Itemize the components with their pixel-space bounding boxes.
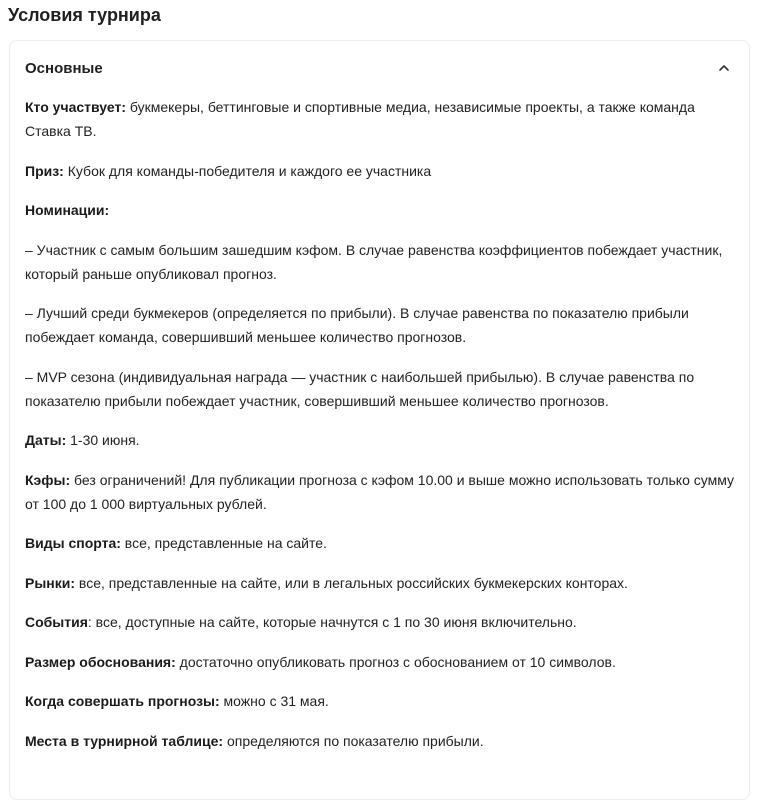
rule-label: Когда совершать прогнозы: (25, 693, 220, 709)
rule-text: – MVP сезона (индивидуальная награда — участник с наибольшей прибылью). В случае равенства по показателю прибыли побеждает участник, совершивший меньшее количество прогнозов. (25, 368, 695, 409)
rule-events (25, 610, 737, 634)
rule-standings (25, 729, 737, 753)
rule-when (25, 689, 737, 713)
accordion-content (25, 95, 737, 768)
rule-label: Даты: (25, 432, 67, 448)
rule-label: События (25, 614, 88, 630)
page-title: Условия турнира (8, 5, 161, 25)
rule-label: Виды спорта: (25, 535, 121, 551)
rule-dates (25, 428, 737, 452)
rule-text: все, представленные на сайте, или в легальных российских букмекерских конторах. (75, 574, 628, 591)
nomination-biggest-odds (25, 238, 737, 286)
rule-label: Кто участвует: (25, 99, 126, 115)
rule-text: – Участник с самым большим зашедшим кэфом. В случае равенства коэффициентов побеждает участник, который раньше опубликовал прогноз. (25, 241, 723, 282)
rule-text: – Лучший среди букмекеров (определяется по прибыли). В случае равенства по показателю прибыли побеждает команда, совершивший меньшее количество прогнозов. (25, 305, 689, 345)
rule-odds (25, 468, 737, 516)
rule-label: Приз: (25, 162, 64, 179)
rule-sports (25, 531, 737, 555)
nomination-mvp (25, 365, 737, 413)
rule-text: определяются по показателю прибыли. (223, 732, 484, 749)
rule-label: Номинации: (25, 202, 110, 218)
rule-prize (25, 159, 737, 183)
rule-label: Рынки: (25, 574, 76, 591)
accordion-card (9, 40, 750, 800)
rule-text: : все, доступные на сайте, которые начнутся с 1 по 30 июня включительно. (87, 614, 577, 630)
rule-label: Кэфы: (25, 471, 71, 488)
rule-text: все, представленные на сайте. (120, 535, 327, 551)
nomination-best-bookmaker (25, 301, 737, 349)
rule-text: Кубок для команды-победителя и каждого ее участника (63, 162, 432, 179)
rule-text: букмекеры, беттинговые и спортивные медиа, независимые проекты, а также команда Ставка ТВ. (25, 99, 695, 139)
rule-text: 1-30 июня. (66, 432, 140, 448)
rule-justification (25, 650, 737, 674)
accordion-title: Основные (25, 60, 103, 77)
rule-markets (25, 571, 737, 595)
rule-participants (25, 95, 737, 143)
chevron-up-icon[interactable] (717, 61, 731, 75)
rule-nominations (25, 198, 737, 222)
rule-label: Места в турнирной таблице: (25, 732, 224, 749)
accordion-header[interactable] (10, 41, 749, 97)
rule-text: можно с 31 мая. (219, 693, 329, 709)
rule-label: Размер обоснования: (25, 653, 176, 670)
rule-text: без ограничений! Для публикации прогноза с кэфом 10.00 и выше можно использовать только сумму от 100 до 1 000 виртуальных рублей. (25, 471, 735, 512)
rule-text: достаточно опубликовать прогноз с обоснованием от 10 символов. (175, 653, 616, 670)
